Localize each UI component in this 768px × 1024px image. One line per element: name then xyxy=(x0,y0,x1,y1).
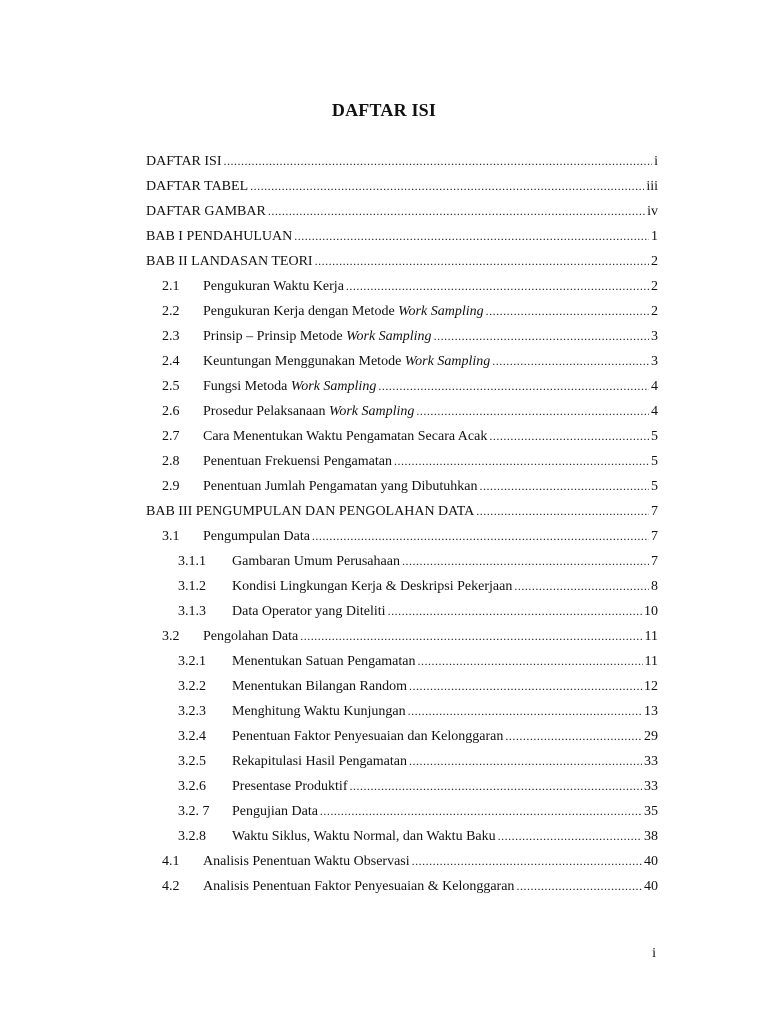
toc-entry-text: Menentukan Satuan Pengamatan xyxy=(232,654,416,669)
toc-entry-label xyxy=(203,354,490,370)
toc-entry-page: 4 xyxy=(651,379,658,394)
toc-entry-label xyxy=(146,179,248,195)
toc-entry-text: Penentuan Frekuensi Pengamatan xyxy=(203,454,392,469)
toc-entry-label xyxy=(232,579,512,595)
toc-entry-number: 3.1.1 xyxy=(178,554,206,569)
toc-entry-text: DAFTAR GAMBAR xyxy=(146,204,266,219)
dot-leader xyxy=(224,154,653,169)
toc-entry-number: 3.2.2 xyxy=(178,679,206,694)
toc-entry-page: 8 xyxy=(651,579,658,594)
toc-entry-label xyxy=(232,779,347,795)
toc-entry-label xyxy=(203,629,298,645)
toc-entry-label xyxy=(203,479,478,495)
toc-entry-text: Pengukuran Waktu Kerja xyxy=(203,279,344,294)
toc-entry-number: 2.5 xyxy=(162,379,180,394)
toc-entry-number: 2.9 xyxy=(162,479,180,494)
toc-entry-page: 2 xyxy=(651,254,658,269)
dot-leader xyxy=(378,379,649,394)
toc-entry-number: 3.2 xyxy=(162,629,180,644)
dot-leader xyxy=(300,629,642,644)
dot-leader xyxy=(349,779,642,794)
page-number: i xyxy=(652,946,656,961)
toc-entry[interactable] xyxy=(146,429,658,454)
toc-entry-number: 2.4 xyxy=(162,354,180,369)
toc-entry-page: 35 xyxy=(644,804,658,819)
toc-entry-text: Pengujian Data xyxy=(232,804,318,819)
toc-entry-label xyxy=(232,804,318,820)
toc-entry-page: iii xyxy=(646,179,658,194)
toc-entry-text: BAB III PENGUMPULAN DAN PENGOLAHAN DATA xyxy=(146,504,475,519)
dot-leader xyxy=(516,879,642,894)
toc-entry-number: 2.1 xyxy=(162,279,180,294)
toc-entry-number: 2.8 xyxy=(162,454,180,469)
toc-entry-page: 12 xyxy=(644,679,658,694)
toc-entry[interactable] xyxy=(146,204,658,229)
toc-entry[interactable] xyxy=(146,829,658,854)
toc-entry-label xyxy=(146,229,292,245)
toc-entry-label xyxy=(203,854,410,870)
toc-entry-text: Keuntungan Menggunakan Metode xyxy=(203,354,405,369)
dot-leader xyxy=(489,429,649,444)
toc-entry[interactable] xyxy=(146,504,658,529)
toc-entry-text: Kondisi Lingkungan Kerja & Deskripsi Pekerjaan xyxy=(232,579,513,594)
toc-entry-number: 3.2.5 xyxy=(178,754,206,769)
toc-entry-page: 33 xyxy=(644,754,658,769)
toc-entry-text: Analisis Penentuan Faktor Penyesuaian & Kelonggaran xyxy=(203,879,515,894)
toc-entry-label xyxy=(232,679,407,695)
toc-entry-text: Prosedur Pelaksanaan xyxy=(203,404,329,419)
dot-leader xyxy=(418,654,643,669)
toc-entry-number: 3.1.2 xyxy=(178,579,206,594)
dot-leader xyxy=(346,279,649,294)
toc-entry[interactable] xyxy=(146,729,658,754)
toc-entry-label xyxy=(232,554,400,570)
toc-entry-page: 3 xyxy=(651,329,658,344)
toc-entry-page: 11 xyxy=(644,629,658,644)
toc-entry-text: Menghitung Waktu Kunjungan xyxy=(232,704,406,719)
toc-entry-page: 5 xyxy=(651,429,658,444)
toc-entry-page: 33 xyxy=(644,779,658,794)
table-of-contents xyxy=(146,154,658,904)
toc-entry-text: Pengukuran Kerja dengan Metode xyxy=(203,304,399,319)
toc-entry-italic-text: Work Sampling xyxy=(404,354,491,369)
toc-entry-label xyxy=(203,304,484,320)
toc-entry-text: Fungsi Metoda xyxy=(203,379,291,394)
dot-leader xyxy=(505,729,642,744)
toc-entry-label xyxy=(203,329,432,345)
toc-entry-number: 3.2.1 xyxy=(178,654,206,669)
toc-entry-page: 7 xyxy=(651,529,658,544)
toc-entry[interactable] xyxy=(146,604,658,629)
toc-entry-number: 4.2 xyxy=(162,879,180,894)
toc-entry-label xyxy=(203,454,392,470)
toc-entry-label xyxy=(203,279,344,295)
toc-entry[interactable] xyxy=(146,154,658,179)
toc-entry-number: 2.6 xyxy=(162,404,180,419)
dot-leader xyxy=(498,829,642,844)
toc-entry-page: 29 xyxy=(644,729,658,744)
toc-entry[interactable] xyxy=(146,654,658,679)
toc-entry-label xyxy=(232,729,503,745)
toc-entry-text: BAB I PENDAHULUAN xyxy=(146,229,293,244)
toc-entry-number: 3.2.3 xyxy=(178,704,206,719)
toc-entry-page: 5 xyxy=(651,454,658,469)
toc-entry-label xyxy=(203,529,310,545)
toc-entry-number: 2.3 xyxy=(162,329,180,344)
toc-entry-text: Penentuan Faktor Penyesuaian dan Kelonggaran xyxy=(232,729,504,744)
toc-entry-text: Penentuan Jumlah Pengamatan yang Dibutuhkan xyxy=(203,479,478,494)
toc-entry-page: 38 xyxy=(644,829,658,844)
toc-entry-text: Presentase Produktif xyxy=(232,779,348,794)
toc-entry-page: 4 xyxy=(651,404,658,419)
toc-entry-italic-text: Work Sampling xyxy=(346,329,432,344)
toc-entry-number: 3.2. 7 xyxy=(178,804,210,819)
dot-leader xyxy=(486,304,649,319)
toc-entry-number: 3.2.8 xyxy=(178,829,206,844)
toc-entry-italic-text: Work Sampling xyxy=(290,379,377,394)
toc-entry-page: 3 xyxy=(651,354,658,369)
toc-entry-label xyxy=(203,404,414,420)
toc-entry[interactable] xyxy=(146,254,658,279)
toc-entry-text: Pengumpulan Data xyxy=(203,529,310,544)
toc-entry-text: Rekapitulasi Hasil Pengamatan xyxy=(232,754,407,769)
toc-entry[interactable] xyxy=(146,879,658,904)
toc-entry-label xyxy=(146,154,222,170)
toc-entry-text: DAFTAR TABEL xyxy=(146,179,249,194)
toc-entry-text: BAB II LANDASAN TEORI xyxy=(146,254,313,269)
toc-entry-text: Cara Menentukan Waktu Pengamatan Secara Acak xyxy=(203,429,488,444)
toc-entry-number: 3.2.4 xyxy=(178,729,206,744)
toc-entry[interactable] xyxy=(146,354,658,379)
toc-entry-number: 2.2 xyxy=(162,304,180,319)
toc-entry[interactable] xyxy=(146,179,658,204)
toc-entry-label xyxy=(232,754,407,770)
toc-entry-number: 3.2.6 xyxy=(178,779,206,794)
toc-entry-text: DAFTAR ISI xyxy=(146,154,222,169)
toc-entry-page: 7 xyxy=(651,554,658,569)
toc-entry-label xyxy=(146,504,474,520)
dot-leader xyxy=(388,604,642,619)
toc-entry-text: Gambaran Umum Perusahaan xyxy=(232,554,400,569)
toc-entry-page: 40 xyxy=(644,854,658,869)
toc-entry[interactable] xyxy=(146,704,658,729)
toc-entry[interactable] xyxy=(146,304,658,329)
toc-entry-label xyxy=(232,604,386,620)
toc-entry-text: Waktu Siklus, Waktu Normal, dan Waktu Baku xyxy=(232,829,496,844)
dot-leader xyxy=(409,754,642,769)
toc-entry-page: 7 xyxy=(651,504,658,519)
dot-leader xyxy=(312,529,649,544)
toc-entry[interactable] xyxy=(146,279,658,304)
toc-entry-label xyxy=(232,654,416,670)
toc-entry-label xyxy=(232,829,496,845)
dot-leader xyxy=(476,504,649,519)
toc-entry-label xyxy=(232,704,406,720)
toc-entry-page: 2 xyxy=(651,304,658,319)
toc-entry-text: Menentukan Bilangan Random xyxy=(232,679,407,694)
toc-entry[interactable] xyxy=(146,804,658,829)
toc-entry[interactable] xyxy=(146,779,658,804)
toc-entry-italic-text: Work Sampling xyxy=(398,304,484,319)
toc-entry-label xyxy=(203,429,487,445)
toc-entry[interactable] xyxy=(146,404,658,429)
toc-entry-italic-text: Work Sampling xyxy=(328,404,415,419)
toc-entry[interactable] xyxy=(146,579,658,604)
dot-leader xyxy=(320,804,642,819)
toc-entry[interactable] xyxy=(146,754,658,779)
dot-leader xyxy=(434,329,649,344)
toc-entry-page: iv xyxy=(647,204,658,219)
toc-entry[interactable] xyxy=(146,229,658,254)
toc-entry[interactable] xyxy=(146,529,658,554)
toc-entry-page: 10 xyxy=(644,604,658,619)
toc-entry-text: Pengolahan Data xyxy=(203,629,299,644)
toc-entry[interactable] xyxy=(146,629,658,654)
dot-leader xyxy=(294,229,649,244)
dot-leader xyxy=(394,454,649,469)
dot-leader xyxy=(409,679,642,694)
toc-entry-page: 11 xyxy=(644,654,658,669)
toc-entry[interactable] xyxy=(146,854,658,879)
toc-entry-text: Prinsip – Prinsip Metode xyxy=(203,329,347,344)
toc-entry-label xyxy=(203,879,514,895)
toc-entry-number: 4.1 xyxy=(162,854,180,869)
dot-leader xyxy=(315,254,649,269)
toc-entry-label xyxy=(203,379,376,395)
toc-entry-label xyxy=(146,254,313,270)
toc-entry-number: 2.7 xyxy=(162,429,180,444)
dot-leader xyxy=(514,579,649,594)
toc-entry[interactable] xyxy=(146,454,658,479)
toc-entry-page: 1 xyxy=(651,229,658,244)
dot-leader xyxy=(268,204,645,219)
toc-entry-page: 40 xyxy=(644,879,658,894)
toc-entry-page: 13 xyxy=(644,704,658,719)
toc-entry-page: 2 xyxy=(651,279,658,294)
toc-entry-label xyxy=(146,204,266,220)
toc-entry[interactable] xyxy=(146,554,658,579)
page-title: DAFTAR ISI xyxy=(331,100,437,120)
dot-leader xyxy=(480,479,650,494)
toc-entry-text: Analisis Penentuan Waktu Observasi xyxy=(203,854,410,869)
toc-entry[interactable] xyxy=(146,679,658,704)
dot-leader xyxy=(250,179,644,194)
toc-entry-page: i xyxy=(654,154,658,169)
toc-entry-text: Data Operator yang Diteliti xyxy=(232,604,386,619)
toc-entry[interactable] xyxy=(146,329,658,354)
toc-entry-number: 3.1.3 xyxy=(178,604,206,619)
toc-entry[interactable] xyxy=(146,479,658,504)
toc-entry-page: 5 xyxy=(651,479,658,494)
dot-leader xyxy=(492,354,649,369)
toc-entry[interactable] xyxy=(146,379,658,404)
dot-leader xyxy=(402,554,649,569)
dot-leader xyxy=(408,704,642,719)
dot-leader xyxy=(416,404,649,419)
toc-entry-number: 3.1 xyxy=(162,529,180,544)
dot-leader xyxy=(412,854,642,869)
